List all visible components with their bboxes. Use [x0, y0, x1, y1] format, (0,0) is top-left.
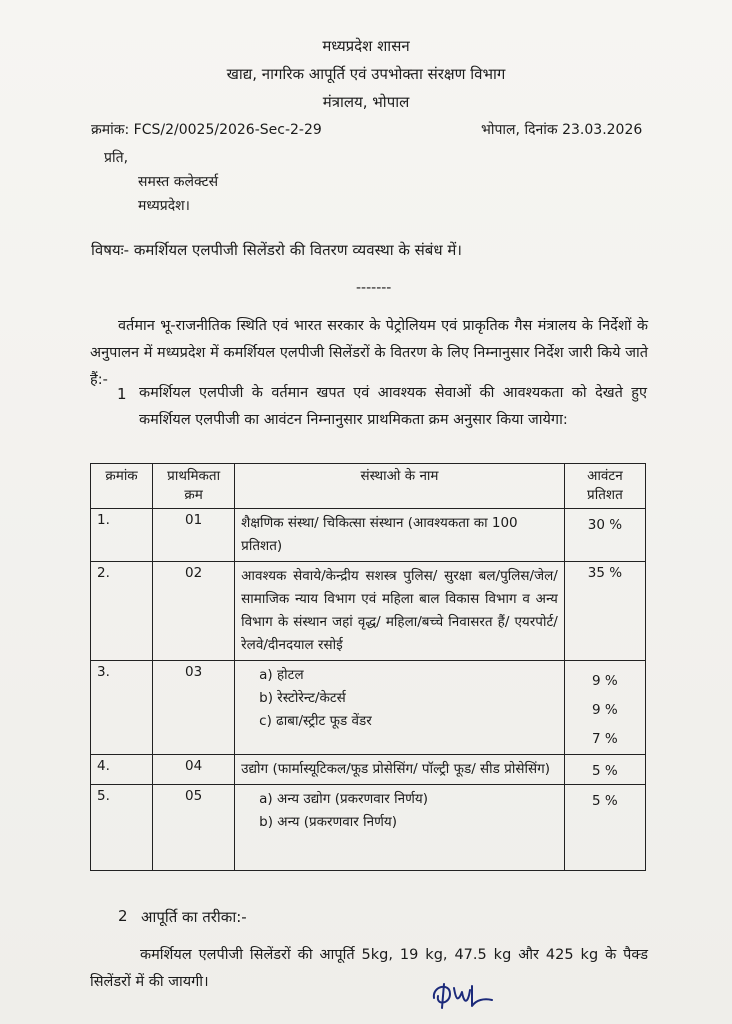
row-allocation: 5 % [564, 755, 645, 785]
reference-number-label: क्रमांक: [91, 122, 130, 138]
addressee-line1: समस्त कलेक्टर्स [138, 174, 219, 190]
government-heading: मध्यप्रदेश शासन [322, 37, 410, 55]
reference-number-value: FCS/2/0025/2026-Sec-2-29 [133, 122, 322, 138]
row-serial: 3. [91, 661, 153, 755]
row-serial: 4. [91, 755, 153, 785]
row-institution [235, 661, 565, 755]
point1-text: कमर्शियल एलपीजी के वर्तमान खपत एवं आवश्यक सेवाओं की आवश्यकता को देखते हुए कमर्शियल एलपीजी का आवंटन निम्नानुसार प्राथमिकता क्रम अनुसार किया जायेगा: [139, 385, 647, 428]
place-date [481, 120, 642, 139]
section-divider: ------- [356, 280, 392, 296]
subitem-dhaba: c) ढाबा/स्ट्रीट फूड वेंडर [259, 713, 372, 729]
addressee-line2: मध्यप्रदेश। [138, 198, 190, 214]
row-serial: 5. [91, 785, 153, 871]
subject-line [91, 240, 462, 260]
pct-restaurant: 9 % [592, 702, 618, 718]
header-institution: संस्थाओ के नाम [235, 464, 565, 509]
subject-label: विषयः- [91, 241, 130, 259]
subject-text: कमर्शियल एलपीजी सिलेंडरो की वितरण व्यवस्था के संबंध में। [133, 241, 462, 259]
header-priority: प्राथमिकता क्रम [153, 464, 235, 509]
table-row [91, 661, 646, 755]
subitem-other-industry: a) अन्य उद्योग (प्रकरणवार निर्णय) [259, 791, 428, 807]
letter-date: 23.03.2026 [562, 122, 643, 138]
pct-dhaba: 7 % [592, 731, 618, 747]
row-priority: 04 [153, 755, 235, 785]
addressee-to: प्रति, [104, 150, 129, 166]
row-priority: 02 [153, 562, 235, 661]
row-institution [235, 785, 565, 871]
point2-title: आपूर्ति का तरीका:- [141, 908, 247, 926]
subitem-other: b) अन्य (प्रकरणवार निर्णय) [259, 814, 397, 830]
place-date-label: भोपाल, दिनांक [481, 122, 558, 138]
table-header-row [91, 464, 646, 509]
table-row [91, 755, 646, 785]
row-allocation: 5 % [564, 785, 645, 871]
row-priority: 05 [153, 785, 235, 871]
subitem-restaurant: b) रेस्टोरेन्ट/केटर्स [259, 690, 346, 706]
point1-number: 1 [117, 385, 127, 403]
table-row [91, 509, 646, 562]
point2-number: 2 [118, 907, 128, 925]
table-row [91, 562, 646, 661]
subitem-hotel: a) होटल [259, 667, 304, 683]
pct-hotel: 9 % [592, 673, 618, 689]
row-priority: 03 [153, 661, 235, 755]
row-serial: 1. [91, 509, 153, 562]
department-heading: खाद्य, नागरिक आपूर्ति एवं उपभोक्ता संरक्षण विभाग [226, 65, 506, 83]
point2-text: कमर्शियल एलपीजी सिलेंडरों की आपूर्ति 5kg, 19 kg, 47.5 kg और 425 kg के पैक्ड सिलेंडरों में की जायगी। [90, 947, 648, 990]
row-serial: 2. [91, 562, 153, 661]
row-institution: शैक्षणिक संस्था/ चिकित्सा संस्थान (आवश्यकता का 100 प्रतिशत) [235, 509, 565, 562]
signature-icon [428, 978, 498, 1012]
table-row [91, 785, 646, 871]
allocation-table [90, 463, 646, 871]
row-institution: आवश्यक सेवाये/केन्द्रीय सशस्त्र पुलिस/ सुरक्षा बल/पुलिस/जेल/सामाजिक न्याय विभाग एवं महिला बाल विकास विभाग व अन्य विभाग के संस्थान जहां वृद्ध/ महिला/बच्चे निवासरत हैं/ एयरपोर्ट/ रेलवे/दीनदयाल रसोई [235, 562, 565, 661]
header-allocation: आवंटन प्रतिशत [564, 464, 645, 509]
row-priority: 01 [153, 509, 235, 562]
row-institution: उद्योग (फार्मास्यूटिकल/फूड प्रोसेसिंग/ पॉल्ट्री फूड/ सीड प्रोसेसिंग) [235, 755, 565, 785]
row-allocation: 30 % [564, 509, 645, 562]
reference-number [91, 120, 322, 139]
header-serial: क्रमांक [91, 464, 153, 509]
row-allocation: 35 % [564, 562, 645, 661]
intro-paragraph: वर्तमान भू-राजनीतिक स्थिति एवं भारत सरकार के पेट्रोलियम एवं प्राकृतिक गैस मंत्रालय के निर्देशों के अनुपालन में मध्यप्रदेश में कमर्शियल एलपीजी सिलेंडरों के वितरण के लिए निम्नानुसार निर्देश जारी किये जाते हैं:- [90, 318, 648, 388]
row-allocation [564, 661, 645, 755]
office-heading: मंत्रालय, भोपाल [322, 93, 410, 111]
